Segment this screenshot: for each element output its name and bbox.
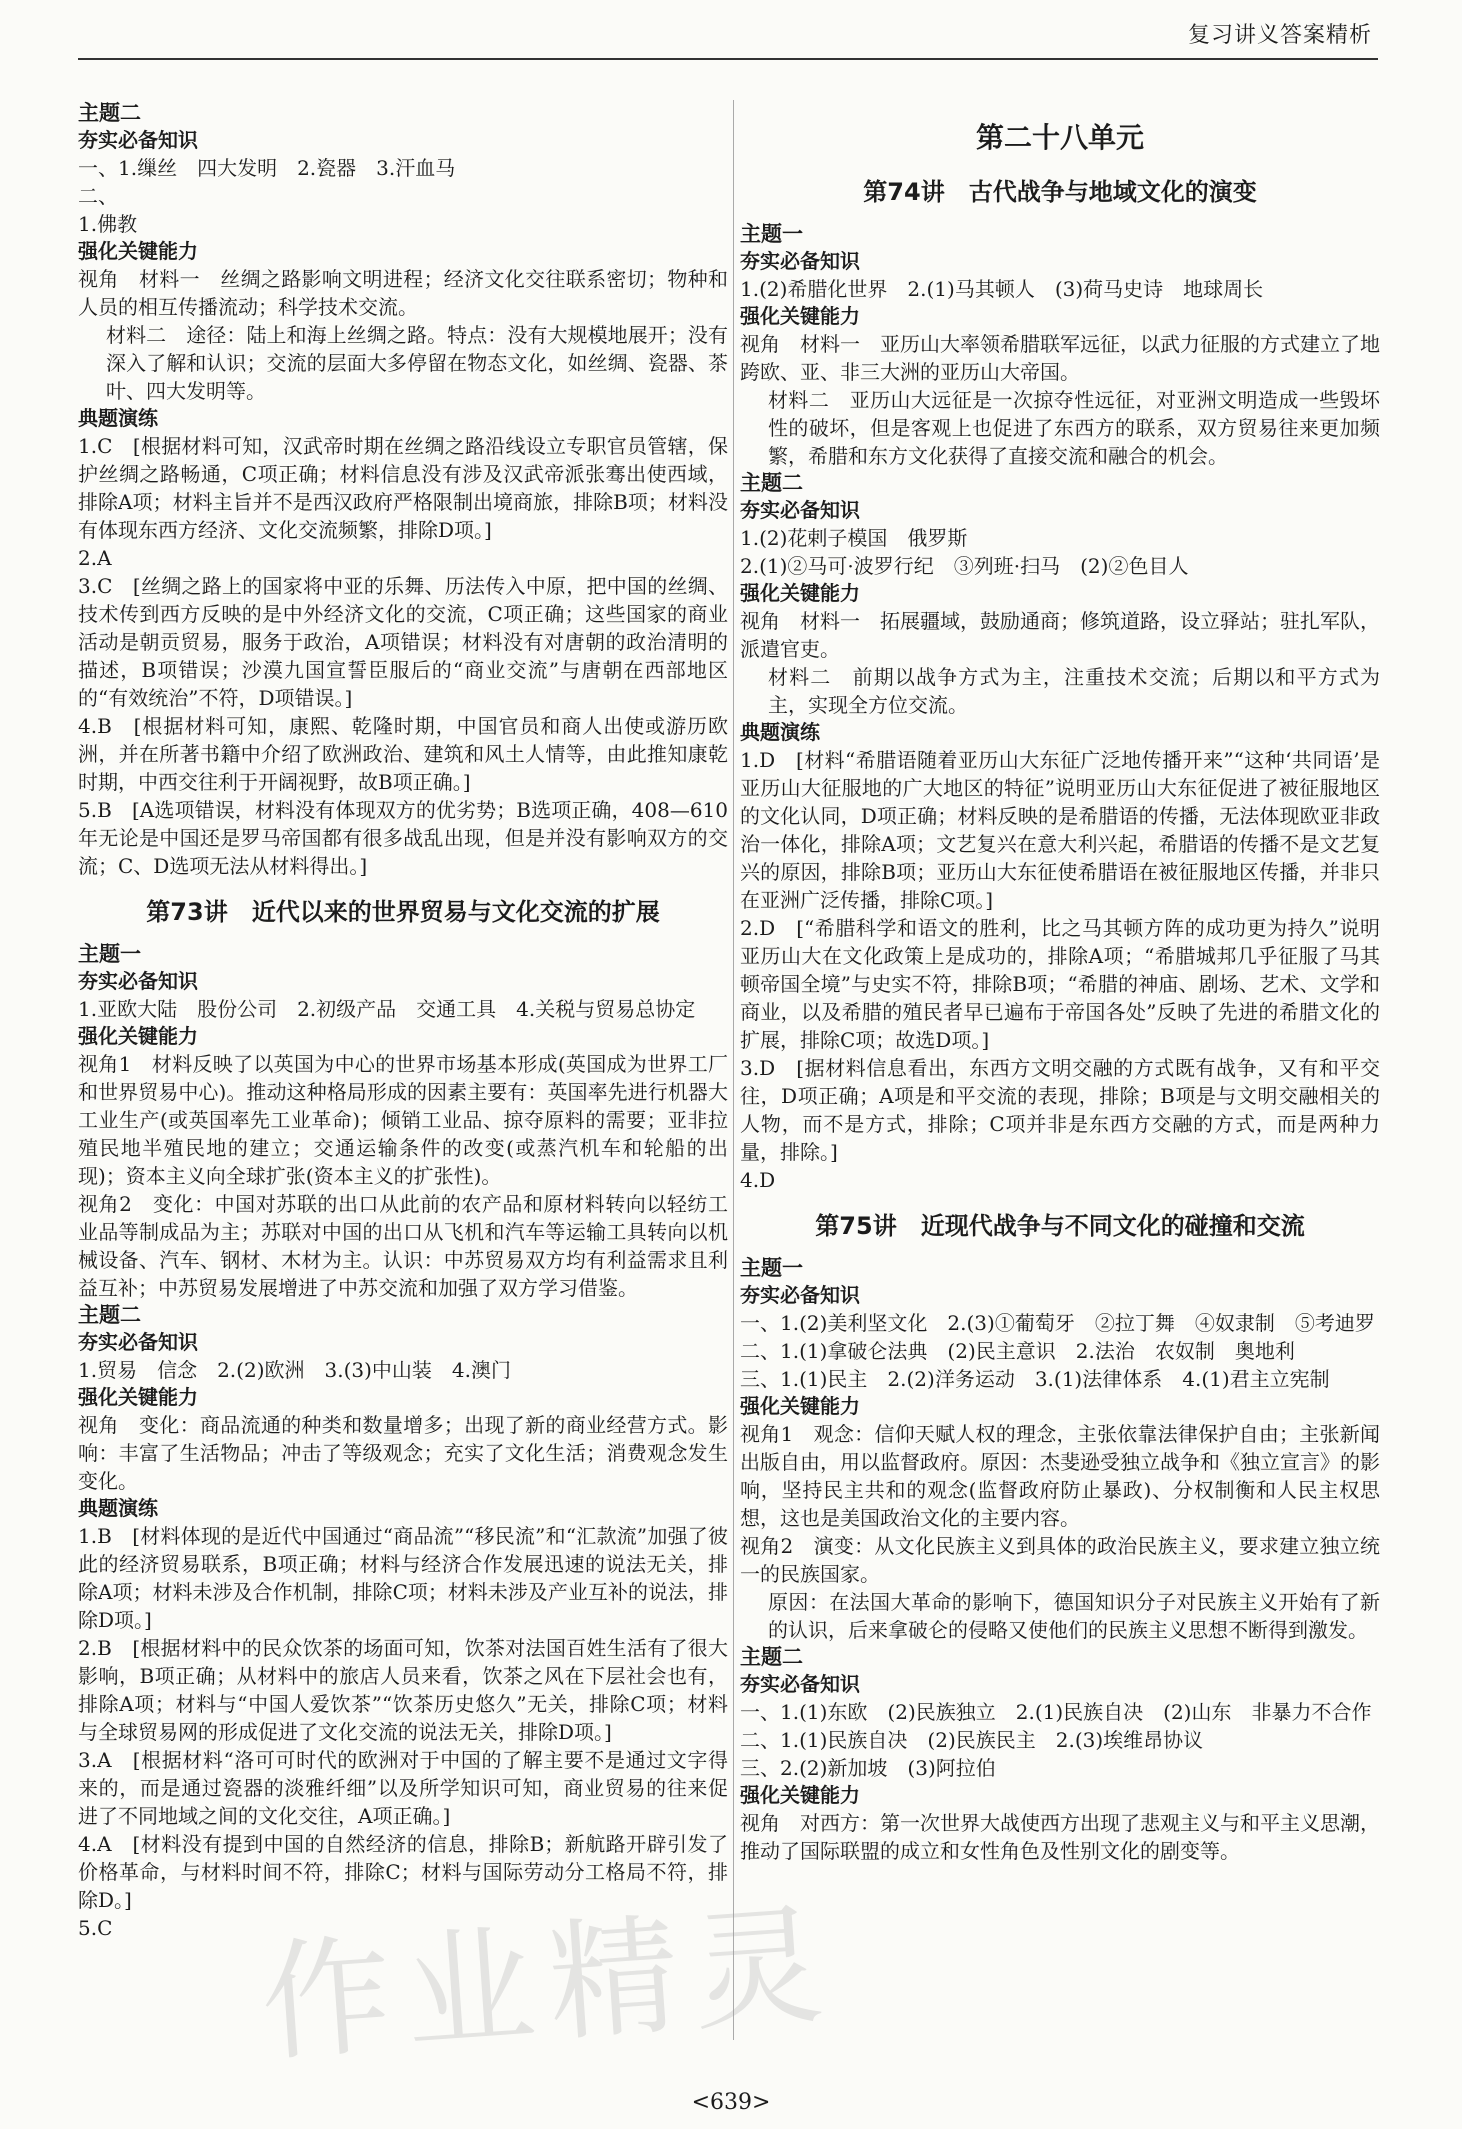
answer-paragraph: 二、 bbox=[78, 184, 118, 208]
answer-paragraph: 材料二 途径：陆上和海上丝绸之路。特点：没有大规模地展开；没有深入了解和认识；交流的层面大多停留在物态文化，如丝绸、瓷器、茶叶、四大发明等。 bbox=[106, 323, 728, 403]
section-heading: 夯实必备知识 bbox=[78, 128, 198, 152]
section-heading: 夯实必备知识 bbox=[740, 249, 860, 273]
answer-paragraph: 5.C bbox=[78, 1916, 113, 1940]
section-heading: 强化关键能力 bbox=[740, 581, 860, 605]
answer-paragraph: 1.(2)花剌子模国 俄罗斯 bbox=[740, 526, 968, 550]
answer-paragraph: 3.A [根据材料“洛可可时代的欧洲对于中国的了解主要不是通过文字得来的，而是通过瓷器的淡雅纤细”以及所学知识可知，商业贸易的往来促进了不同地域之间的文化交往，A项正确。] bbox=[78, 1748, 728, 1828]
answer-paragraph: 视角 对西方：第一次世界大战使西方出现了悲观主义与和平主义思潮，推动了国际联盟的成立和女性角色及性别文化的剧变等。 bbox=[740, 1811, 1380, 1863]
answer-paragraph: 5.B [A选项错误，材料没有体现双方的优劣势；B选项正确，408—610年无论是中国还是罗马帝国都有很多战乱出现，但是并没有影响双方的交流；C、D选项无法从材料得出。] bbox=[78, 798, 728, 878]
answer-paragraph: 视角 材料一 丝绸之路影响文明进程；经济文化交往联系密切；物种和人员的相互传播流动；科学技术交流。 bbox=[78, 267, 728, 319]
topic-heading: 主题二 bbox=[740, 471, 803, 495]
answer-paragraph: 2.B [根据材料中的民众饮茶的场面可知，饮茶对法国百姓生活有了很大影响，B项正确；从材料中的旅店人员来看，饮茶之风在下层社会也有，排除A项；材料与“中国人爱饮茶”“饮茶历史悠久”无关，排除C项；材料与全球贸易网的形成促进了文化交流的说法无关，排除D项。] bbox=[78, 1636, 728, 1744]
unit-title: 第二十八单元 bbox=[975, 121, 1144, 154]
answer-paragraph: 2.A bbox=[78, 546, 112, 570]
answer-paragraph: 1.D [材料“希腊语随着亚历山大东征广泛地传播开来”“这种‘共同语’是亚历山大征服地的广大地区的特征”说明亚历山大东征促进了被征服地区的文化认同，D项正确；材料反映的是希腊语的传播，无法体现欧亚非政治一体化，排除A项；文艺复兴在意大利兴起，希腊语的传播不是文艺复兴的原因，排除B项；亚历山大东征使希腊语在被征服地区传播，并非只在亚洲广泛传播，排除C项。] bbox=[740, 748, 1380, 912]
section-heading: 夯实必备知识 bbox=[78, 969, 198, 993]
answer-paragraph: 4.A [材料没有提到中国的自然经济的信息，排除B；新航路开辟引发了价格革命，与材料时间不符，排除C；材料与国际劳动分工格局不符，排除D。] bbox=[78, 1832, 728, 1912]
answer-paragraph: 视角2 演变：从文化民族主义到具体的政治民族主义，要求建立独立统一的民族国家。 bbox=[740, 1534, 1380, 1586]
answer-paragraph: 三、2.(2)新加坡 (3)阿拉伯 bbox=[740, 1756, 996, 1780]
section-heading: 典题演练 bbox=[740, 720, 820, 744]
answer-paragraph: 视角1 观念：信仰天赋人权的理念，主张依靠法律保护自由；主张新闻出版自由，用以监督政府。原因：杰斐逊受独立战争和《独立宣言》的影响，坚持民主共和的观念(监督政府防止暴政)、分权制衡和人民主权思想，这也是美国政治文化的主要内容。 bbox=[740, 1422, 1380, 1530]
section-heading: 典题演练 bbox=[78, 1496, 158, 1520]
section-heading: 典题演练 bbox=[78, 406, 158, 430]
section-heading: 强化关键能力 bbox=[78, 1024, 198, 1048]
answer-paragraph: 1.贸易 信念 2.(2)欧洲 3.(3)中山装 4.澳门 bbox=[78, 1358, 511, 1382]
section-heading: 夯实必备知识 bbox=[78, 1330, 198, 1354]
answer-paragraph: 视角 材料一 拓展疆域，鼓励通商；修筑道路，设立驿站；驻扎军队，派遣官吏。 bbox=[740, 609, 1380, 661]
page-header: 复习讲义答案精析 bbox=[1187, 23, 1372, 48]
answer-paragraph: 2.D [“希腊科学和语文的胜利，比之马其顿方阵的成功更为持久”说明亚历山大在文化政策上是成功的，排除A项；“希腊城邦几乎征服了马其顿帝国全境”与史实不符，排除B项；“希腊的神庙、剧场、艺术、文学和商业，以及希腊的殖民者早已遍布于帝国各处”反映了先进的希腊文化的扩展，排除C项；故选D项。] bbox=[740, 916, 1380, 1052]
answer-paragraph: 视角 材料一 亚历山大率领希腊联军远征，以武力征服的方式建立了地跨欧、亚、非三大洲的亚历山大帝国。 bbox=[740, 332, 1380, 384]
lecture-title: 第73讲 近代以来的世界贸易与文化交流的扩展 bbox=[146, 898, 660, 926]
section-heading: 夯实必备知识 bbox=[740, 1672, 860, 1696]
watermark: 作业精灵 bbox=[256, 1888, 842, 2080]
answer-paragraph: 1.佛教 bbox=[78, 212, 138, 236]
answer-paragraph: 1.C [根据材料可知，汉武帝时期在丝绸之路沿线设立专职官员管辖，保护丝绸之路畅通，C项正确；材料信息没有涉及汉武帝派张骞出使西域，排除A项；材料主旨并不是西汉政府严格限制出境商旅，排除B项；材料没有体现东西方经济、文化交流频繁，排除D项。] bbox=[78, 434, 728, 542]
answer-paragraph: 一、1.(2)美利坚文化 2.(3)①葡萄牙 ②拉丁舞 ④奴隶制 ⑤考迪罗 bbox=[740, 1311, 1375, 1335]
topic-heading: 主题二 bbox=[78, 101, 141, 125]
topic-heading: 主题一 bbox=[740, 222, 803, 246]
topic-heading: 主题一 bbox=[78, 942, 141, 966]
header-rule bbox=[78, 58, 1378, 60]
answer-paragraph: 1.B [材料体现的是近代中国通过“商品流”“移民流”和“汇款流”加强了彼此的经济贸易联系，B项正确；材料与经济合作发展迅速的说法无关，排除A项；材料未涉及合作机制，排除C项；材料未涉及产业互补的说法，排除D项。] bbox=[78, 1524, 728, 1632]
answer-paragraph: 材料二 前期以战争方式为主，注重技术交流；后期以和平方式为主，实现全方位交流。 bbox=[768, 665, 1380, 717]
lecture-title: 第74讲 古代战争与地域文化的演变 bbox=[863, 178, 1257, 206]
answer-paragraph: 1.(2)希腊化世界 2.(1)马其顿人 (3)荷马史诗 地球周长 bbox=[740, 277, 1264, 301]
answer-paragraph: 1.亚欧大陆 股份公司 2.初级产品 交通工具 4.关税与贸易总协定 bbox=[78, 997, 696, 1021]
answer-paragraph: 原因：在法国大革命的影响下，德国知识分子对民族主义开始有了新的认识，后来拿破仑的侵略又使他们的民族主义思想不断得到激发。 bbox=[768, 1590, 1380, 1642]
section-heading: 强化关键能力 bbox=[740, 304, 860, 328]
topic-heading: 主题一 bbox=[740, 1256, 803, 1280]
answer-paragraph: 3.D [据材料信息看出，东西方文明交融的方式既有战争，又有和平交往，D项正确；A项是和平交流的表现，排除；B项是与文明交融相关的人物，而不是方式，排除；C项并非是东西方交融的方式，而是两种力量，排除。] bbox=[740, 1056, 1380, 1164]
answer-paragraph: 2.(1)②马可·波罗行纪 ③列班·扫马 (2)②色目人 bbox=[740, 554, 1189, 578]
answer-paragraph: 4.D bbox=[740, 1168, 776, 1192]
answer-paragraph: 二、1.(1)民族自决 (2)民族民主 2.(3)埃维昂协议 bbox=[740, 1728, 1204, 1752]
answer-paragraph: 一、1.(1)东欧 (2)民族独立 2.(1)民族自决 (2)山东 非暴力不合作 bbox=[740, 1700, 1372, 1724]
answer-paragraph: 3.C [丝绸之路上的国家将中亚的乐舞、历法传入中原，把中国的丝绸、技术传到西方反映的是中外经济文化的交流，C项正确；这些国家的商业活动是朝贡贸易，服务于政治，A项错误；材料没有对唐朝的政治清明的描述，B项错误；沙漠九国宣誓臣服后的“商业交流”与唐朝在西部地区的“有效统治”不符，D项错误。] bbox=[78, 574, 728, 710]
left-column bbox=[78, 100, 728, 1942]
answer-paragraph: 视角 变化：商品流通的种类和数量增多；出现了新的商业经营方式。影响：丰富了生活物品；冲击了等级观念；充实了文化生活；消费观念发生变化。 bbox=[78, 1413, 728, 1493]
section-heading: 夯实必备知识 bbox=[740, 498, 860, 522]
section-heading: 强化关键能力 bbox=[740, 1394, 860, 1418]
lecture-title: 第75讲 近现代战争与不同文化的碰撞和交流 bbox=[815, 1212, 1305, 1240]
answer-paragraph: 二、1.(1)拿破仑法典 (2)民主意识 2.法治 农奴制 奥地利 bbox=[740, 1339, 1295, 1363]
section-heading: 夯实必备知识 bbox=[740, 1283, 860, 1307]
right-column bbox=[740, 100, 1380, 1865]
answer-paragraph: 4.B [根据材料可知，康熙、乾隆时期，中国官员和商人出使或游历欧洲，并在所著书籍中介绍了欧洲政治、建筑和风土人情等，由此推知康乾时期，中西交往利于开阔视野，故B项正确。] bbox=[78, 714, 728, 794]
answer-paragraph: 视角1 材料反映了以英国为中心的世界市场基本形成(英国成为世界工厂和世界贸易中心)。推动这种格局形成的因素主要有：英国率先进行机器大工业生产(或英国率先工业革命)；倾销工业品、掠夺原料的需要；亚非拉殖民地半殖民地的建立；交通运输条件的改变(或蒸汽机车和轮船的出现)；资本主义向全球扩张(资本主义的扩张性)。 bbox=[78, 1052, 728, 1188]
answer-paragraph: 一、1.缫丝 四大发明 2.瓷器 3.汗血马 bbox=[78, 156, 456, 180]
section-heading: 强化关键能力 bbox=[740, 1783, 860, 1807]
answer-paragraph: 视角2 变化：中国对苏联的出口从此前的农产品和原材料转向以轻纺工业品等制成品为主；苏联对中国的出口从飞机和汽车等运输工具转向以机械设备、汽车、钢材、木材为主。认识：中苏贸易双方均有利益需求且利益互补；中苏贸易发展增进了中苏交流和加强了双方学习借鉴。 bbox=[78, 1192, 728, 1300]
topic-heading: 主题二 bbox=[740, 1645, 803, 1669]
section-heading: 强化关键能力 bbox=[78, 1385, 198, 1409]
column-divider bbox=[733, 100, 734, 2040]
section-heading: 强化关键能力 bbox=[78, 239, 198, 263]
answer-paragraph: 三、1.(1)民主 2.(2)洋务运动 3.(1)法律体系 4.(1)君主立宪制 bbox=[740, 1367, 1330, 1391]
topic-heading: 主题二 bbox=[78, 1303, 141, 1327]
page-number: <639> bbox=[691, 2090, 771, 2115]
answer-paragraph: 材料二 亚历山大远征是一次掠夺性远征，对亚洲文明造成一些毁坏性的破坏，但是客观上也促进了东西方的联系，双方贸易往来更加频繁，希腊和东方文化获得了直接交流和融合的机会。 bbox=[768, 388, 1380, 468]
